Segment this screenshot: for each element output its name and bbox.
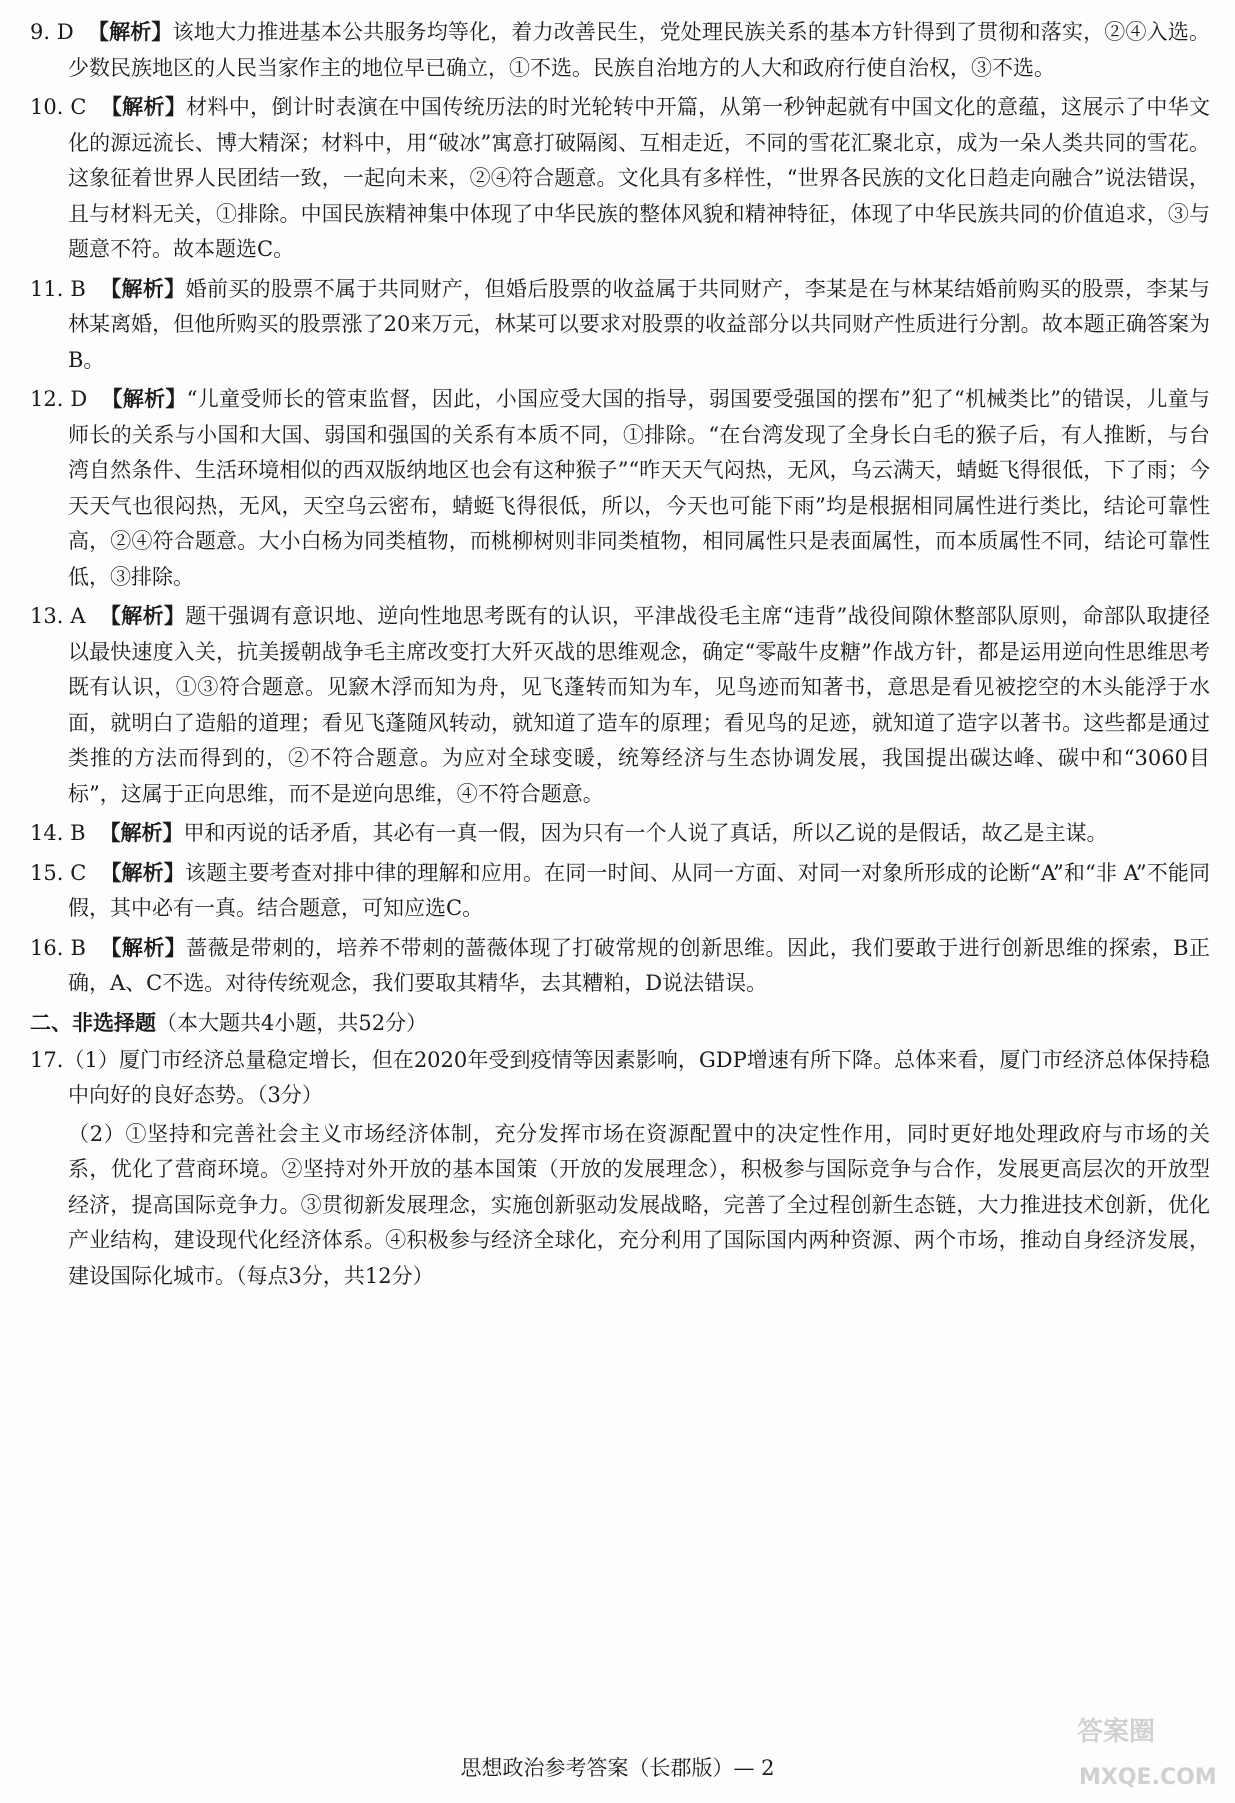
answer-item-14 [30, 815, 1210, 852]
section-title: 二、非选择题 [30, 1009, 156, 1035]
watermark-top-text: 答案圈 [1077, 1717, 1156, 1747]
answer-item-17-part1 [30, 1043, 1210, 1114]
analysis-tag: 【解析】 [99, 820, 184, 845]
analysis-tag: 【解析】 [99, 275, 186, 301]
page-footer: 思想政治参考答案（长郡版）— 2 [460, 1756, 775, 1780]
analysis-text: 甲和丙说的话矛盾，其必有一真一假，因为只有一个人说了真话，所以乙说的是假话，故乙是主谋。 [183, 821, 1108, 845]
answer-item-15 [30, 855, 1210, 927]
analysis-tag: 【解析】 [99, 934, 187, 960]
section-heading [30, 1005, 1210, 1041]
analysis-tag: 【解析】 [101, 386, 187, 411]
answer-item-12 [30, 381, 1210, 595]
answer-item-16 [30, 930, 1210, 1002]
analysis-tag: 【解析】 [100, 859, 185, 885]
analysis-text: 该题主要考查对排中律的理解和应用。在同一时间、从同一方面、对同一对象所形成的论断“A”和“非 A”不能同假，其中必有一真。结合题意，可知应选C。 [68, 860, 1211, 920]
analysis-text: 题干强调有意识地、逆向性地思考既有的认识，平津战役毛主席“违背”战役间隙休整部队原则，命部队取捷径以最快速度入关，抗美援朝战争毛主席改变打大歼灭战的思维观念，确定“零敲牛皮糖”作战方针，都是运用逆向性思维思考既有认识，①③符合题意。见窾木浮而知为舟，见飞蓬转而知为车，见鸟迹而知著书，意思是看见被挖空的木头能浮于水面，就明白了造船的道理；看见飞蓬随风转动，就知道了造车的原理；看见鸟的足迹，就知道了造字以著书。这些都是通过类推的方法而得到的，②不符合题意。为应对全球变暖，统筹经济与生态协调发展，我国提出碳达峰、碳中和“3060目标”，这属于正向思维，而不是逆向思维，④不符合题意。 [68, 604, 1210, 806]
watermark-bottom-text: MXQE.COM [1079, 1765, 1217, 1790]
answer-text-part1: （1）厦门市经济总量稳定增长，但在2020年受到疫情等因素影响，GDP增速有所下降。总体来看，厦门市经济总体保持稳中向好的良好态势。（3分） [63, 1047, 1210, 1107]
analysis-text: 婚前买的股票不属于共同财产，但婚后股票的收益属于共同财产，李某是在与林某结婚前购买的股票，李某与林某离婚，但他所购买的股票涨了20来万元，林某可以要求对股票的收益部分以共同财产性质进行分割。故本题正确答案为B。 [68, 276, 1210, 372]
analysis-tag: 【解析】 [100, 94, 187, 119]
answer-number: 12. D [30, 387, 88, 411]
section-note: （本大题共4小题，共52分） [156, 1010, 428, 1035]
answer-item-11 [30, 271, 1210, 379]
answer-number: 17. [30, 1047, 64, 1072]
answer-number: 11. B [30, 276, 86, 301]
answer-number: 14. B [30, 821, 86, 845]
answer-number: 16. B [30, 935, 86, 960]
watermark-logo [1069, 1706, 1219, 1796]
answer-content [30, 14, 1210, 1294]
analysis-tag: 【解析】 [87, 19, 173, 44]
answer-number: 10. C [30, 95, 87, 119]
answer-number: 13. A [30, 604, 86, 628]
answer-item-9 [30, 14, 1210, 86]
analysis-text: 材料中，倒计时表演在中国传统历法的时光轮转中开篇，从第一秒钟起就有中国文化的意蕴，这展示了中华文化的源远流长、博大精深；材料中，用“破冰”寓意打破隔阂、互相走近，不同的雪花汇聚北京，成为一朵人类共同的雪花。这象征着世界人民团结一致，一起向未来，②④符合题意。文化具有多样性，“世界各民族的文化日趋走向融合”说法错误，且与材料无关，①排除。中国民族精神集中体现了中华民族的整体风貌和精神特征，体现了中华民族共同的价值追求，③与题意不符。故本题选C。 [68, 95, 1211, 261]
answer-item-13 [30, 598, 1210, 812]
analysis-text: 该地大力推进基本公共服务均等化，着力改善民生，党处理民族关系的基本方针得到了贯彻和落实，②④入选。少数民族地区的人民当家作主的地位早已确立，①不选。民族自治地方的人大和政府行使自治权，③不选。 [68, 20, 1210, 80]
answer-item-10 [30, 89, 1210, 268]
answer-item-17-part2: （2）①坚持和完善社会主义市场经济体制，充分发挥市场在资源配置中的决定性作用，同时更好地处理政府与市场的关系，优化了营商环境。②坚持对外开放的基本国策（开放的发展理念），积极参与国际竞争与合作，发展更高层次的开放型经济，提高国际竞争力。③贯彻新发展理念，实施创新驱动发展战略，完善了全过程创新生态链，大力推进技术创新，优化产业结构，建设现代化经济体系。④积极参与经济全球化，充分利用了国际国内两种资源、两个市场，推动自身经济发展，建设国际化城市。（每点3分，共12分） [68, 1121, 1210, 1288]
answer-number: 9. D [30, 20, 74, 44]
answer-number: 15. C [30, 860, 87, 885]
analysis-text: “儿童受师长的管束监督，因此，小国应受大国的指导，弱国要受强国的摆布”犯了“机械类比”的错误，儿童与师长的关系与小国和大国、弱国和强国的关系有本质不同，①排除。“在台湾发现了全身长白毛的猴子后，有人推断，与台湾自然条件、生活环境相似的西双版纳地区也会有这种猴子”“昨天天气闷热，无风，乌云满天，蜻蜓飞得很低，下了雨；今天天气也很闷热，无风，天空乌云密布，蜻蜓飞得很低，所以，今天也可能下雨”均是根据相同属性进行类比，结论可靠性高，②④符合题意。大小白杨为同类植物，而桃柳树则非同类植物，相同属性只是表面属性，而本质属性不同，结论可靠性低，③排除。 [68, 387, 1210, 589]
analysis-text: 蔷薇是带刺的，培养不带刺的蔷薇体现了打破常规的创新思维。因此，我们要敢于进行创新思维的探索，B正确，A、C不选。对待传统观念，我们要取其精华，去其糟粕，D说法错误。 [68, 935, 1211, 995]
analysis-tag: 【解析】 [99, 603, 186, 628]
